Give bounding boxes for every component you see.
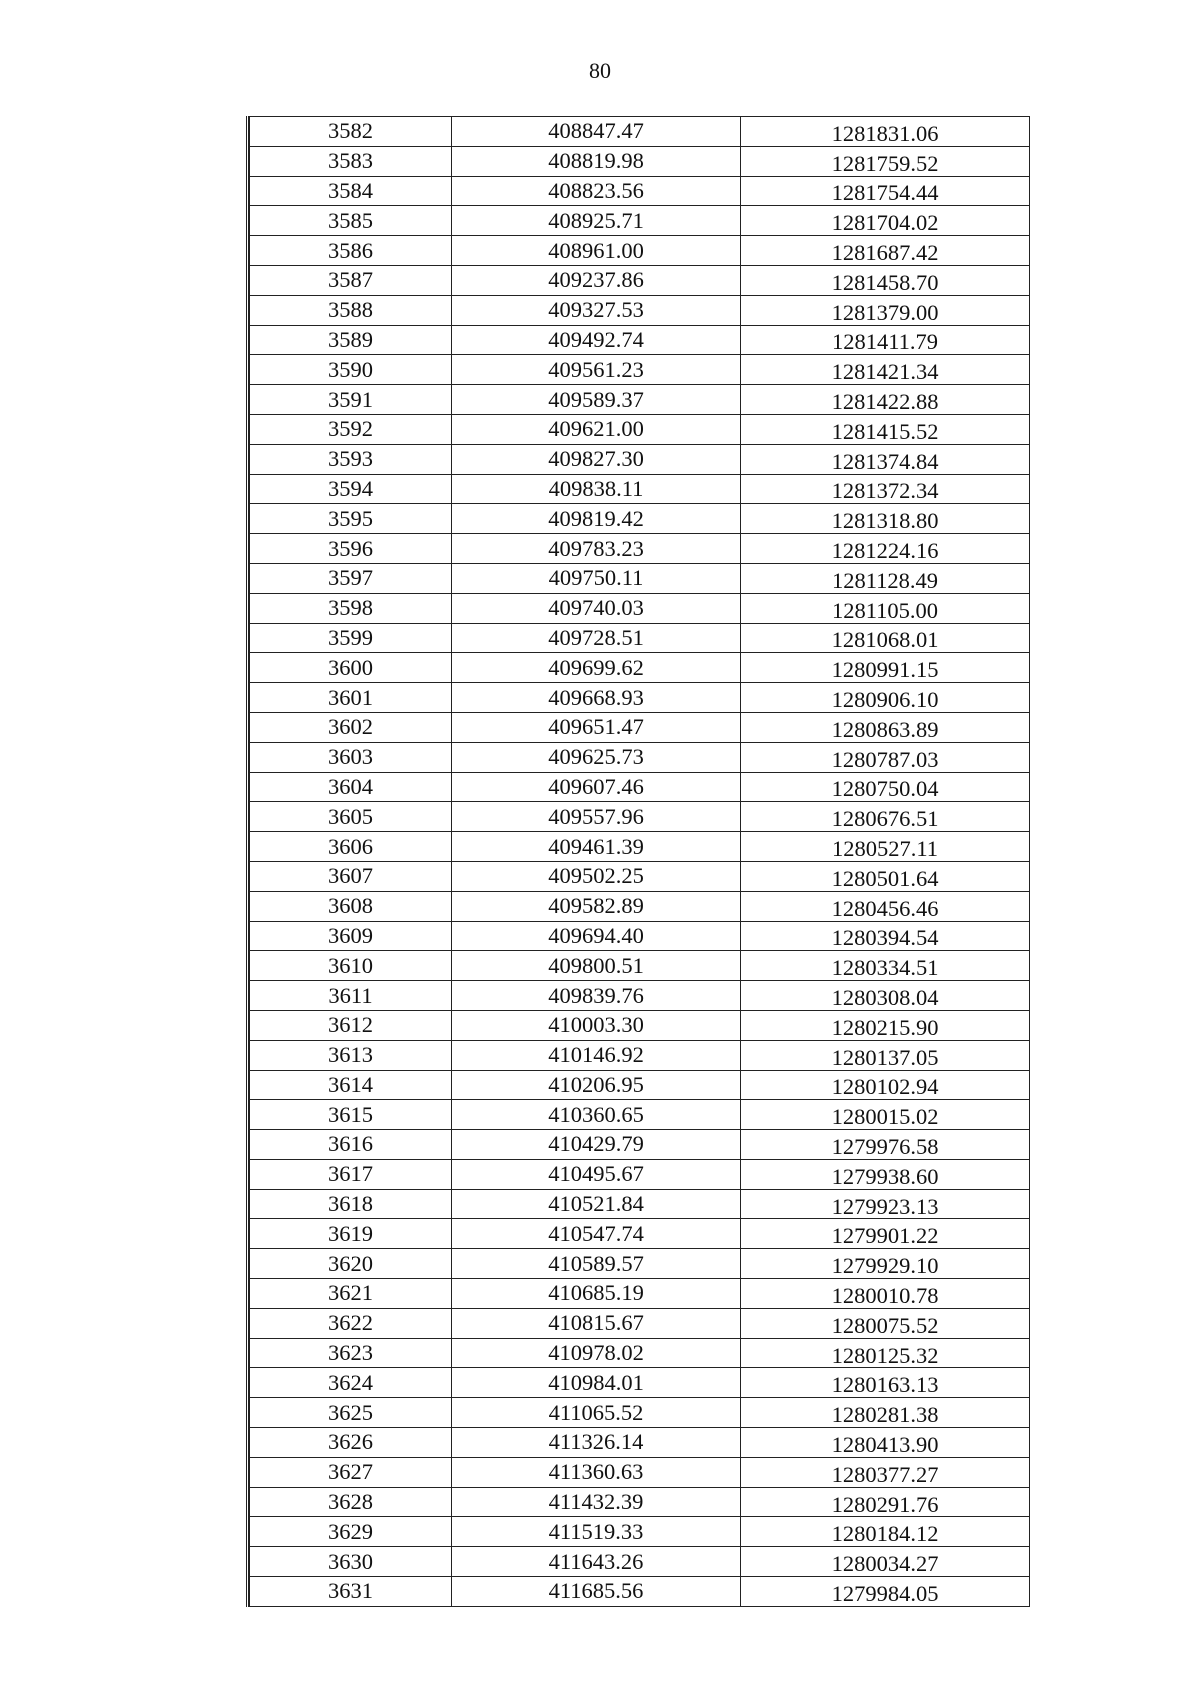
x-coordinate-cell: 409827.30 <box>452 444 741 474</box>
point-number-cell: 3631 <box>250 1577 452 1607</box>
y-coordinate-cell: 1280991.15 <box>741 653 1030 683</box>
y-coordinate-cell: 1280075.52 <box>741 1308 1030 1338</box>
y-coordinate-cell: 1280308.04 <box>741 981 1030 1011</box>
table-row <box>250 385 1030 415</box>
point-number-cell: 3612 <box>250 1010 452 1040</box>
x-coordinate-cell: 408819.98 <box>452 146 741 176</box>
table-row <box>250 683 1030 713</box>
table-row <box>250 981 1030 1011</box>
x-coordinate-cell: 411360.63 <box>452 1457 741 1487</box>
y-coordinate-cell: 1279938.60 <box>741 1159 1030 1189</box>
point-number-cell: 3592 <box>250 414 452 444</box>
x-coordinate-cell: 409625.73 <box>452 742 741 772</box>
y-coordinate-cell: 1280215.90 <box>741 1010 1030 1040</box>
point-number-cell: 3609 <box>250 921 452 951</box>
table-row <box>250 1368 1030 1398</box>
table-row <box>250 861 1030 891</box>
table-row <box>250 951 1030 981</box>
table-row <box>250 1189 1030 1219</box>
table-row <box>250 623 1030 653</box>
table-row <box>250 1338 1030 1368</box>
point-number-cell: 3615 <box>250 1100 452 1130</box>
y-coordinate-cell: 1280456.46 <box>741 891 1030 921</box>
x-coordinate-cell: 408925.71 <box>452 206 741 236</box>
point-number-cell: 3616 <box>250 1130 452 1160</box>
y-coordinate-cell: 1280501.64 <box>741 861 1030 891</box>
point-number-cell: 3590 <box>250 355 452 385</box>
x-coordinate-cell: 408823.56 <box>452 176 741 206</box>
y-coordinate-cell: 1281068.01 <box>741 623 1030 653</box>
point-number-cell: 3600 <box>250 653 452 683</box>
table-row <box>250 1040 1030 1070</box>
y-coordinate-cell: 1281754.44 <box>741 176 1030 206</box>
x-coordinate-cell: 409699.62 <box>452 653 741 683</box>
table-row <box>250 1547 1030 1577</box>
x-coordinate-cell: 409502.25 <box>452 861 741 891</box>
table-row <box>250 1487 1030 1517</box>
x-coordinate-cell: 410360.65 <box>452 1100 741 1130</box>
table-row <box>250 772 1030 802</box>
table-row <box>250 1070 1030 1100</box>
coordinates-table-container <box>246 116 1030 1607</box>
table-row <box>250 265 1030 295</box>
table-row <box>250 921 1030 951</box>
point-number-cell: 3585 <box>250 206 452 236</box>
point-number-cell: 3604 <box>250 772 452 802</box>
point-number-cell: 3584 <box>250 176 452 206</box>
table-row <box>250 1428 1030 1458</box>
table-row <box>250 504 1030 534</box>
x-coordinate-cell: 409589.37 <box>452 385 741 415</box>
point-number-cell: 3607 <box>250 861 452 891</box>
y-coordinate-cell: 1281831.06 <box>741 117 1030 147</box>
y-coordinate-cell: 1280010.78 <box>741 1279 1030 1309</box>
x-coordinate-cell: 411432.39 <box>452 1487 741 1517</box>
table-row <box>250 1219 1030 1249</box>
y-coordinate-cell: 1280291.76 <box>741 1487 1030 1517</box>
y-coordinate-cell: 1279929.10 <box>741 1249 1030 1279</box>
point-number-cell: 3598 <box>250 593 452 623</box>
x-coordinate-cell: 409728.51 <box>452 623 741 653</box>
table-row <box>250 1577 1030 1607</box>
x-coordinate-cell: 410146.92 <box>452 1040 741 1070</box>
table-row <box>250 474 1030 504</box>
table-row <box>250 325 1030 355</box>
y-coordinate-cell: 1280281.38 <box>741 1398 1030 1428</box>
point-number-cell: 3603 <box>250 742 452 772</box>
x-coordinate-cell: 409783.23 <box>452 534 741 564</box>
y-coordinate-cell: 1280394.54 <box>741 921 1030 951</box>
point-number-cell: 3623 <box>250 1338 452 1368</box>
x-coordinate-cell: 410685.19 <box>452 1279 741 1309</box>
y-coordinate-cell: 1281318.80 <box>741 504 1030 534</box>
point-number-cell: 3620 <box>250 1249 452 1279</box>
point-number-cell: 3610 <box>250 951 452 981</box>
table-row <box>250 1308 1030 1338</box>
point-number-cell: 3617 <box>250 1159 452 1189</box>
point-number-cell: 3594 <box>250 474 452 504</box>
table-row <box>250 176 1030 206</box>
table-row <box>250 1159 1030 1189</box>
y-coordinate-cell: 1281128.49 <box>741 563 1030 593</box>
x-coordinate-cell: 410547.74 <box>452 1219 741 1249</box>
point-number-cell: 3586 <box>250 236 452 266</box>
x-coordinate-cell: 409750.11 <box>452 563 741 593</box>
x-coordinate-cell: 408961.00 <box>452 236 741 266</box>
coordinates-table-body <box>250 117 1030 1607</box>
x-coordinate-cell: 409819.42 <box>452 504 741 534</box>
table-row <box>250 146 1030 176</box>
table-row <box>250 1249 1030 1279</box>
point-number-cell: 3621 <box>250 1279 452 1309</box>
x-coordinate-cell: 409607.46 <box>452 772 741 802</box>
y-coordinate-cell: 1281422.88 <box>741 385 1030 415</box>
y-coordinate-cell: 1280034.27 <box>741 1547 1030 1577</box>
y-coordinate-cell: 1279923.13 <box>741 1189 1030 1219</box>
y-coordinate-cell: 1281224.16 <box>741 534 1030 564</box>
y-coordinate-cell: 1280137.05 <box>741 1040 1030 1070</box>
point-number-cell: 3605 <box>250 802 452 832</box>
table-row <box>250 206 1030 236</box>
x-coordinate-cell: 409461.39 <box>452 832 741 862</box>
table-row <box>250 117 1030 147</box>
point-number-cell: 3591 <box>250 385 452 415</box>
x-coordinate-cell: 411065.52 <box>452 1398 741 1428</box>
point-number-cell: 3613 <box>250 1040 452 1070</box>
y-coordinate-cell: 1280334.51 <box>741 951 1030 981</box>
x-coordinate-cell: 409651.47 <box>452 712 741 742</box>
table-row <box>250 295 1030 325</box>
table-row <box>250 802 1030 832</box>
y-coordinate-cell: 1279901.22 <box>741 1219 1030 1249</box>
point-number-cell: 3596 <box>250 534 452 564</box>
x-coordinate-cell: 409492.74 <box>452 325 741 355</box>
y-coordinate-cell: 1281415.52 <box>741 414 1030 444</box>
y-coordinate-cell: 1281374.84 <box>741 444 1030 474</box>
table-row <box>250 1010 1030 1040</box>
x-coordinate-cell: 410815.67 <box>452 1308 741 1338</box>
y-coordinate-cell: 1280676.51 <box>741 802 1030 832</box>
point-number-cell: 3619 <box>250 1219 452 1249</box>
table-row <box>250 236 1030 266</box>
table-row <box>250 563 1030 593</box>
y-coordinate-cell: 1281379.00 <box>741 295 1030 325</box>
point-number-cell: 3626 <box>250 1428 452 1458</box>
point-number-cell: 3614 <box>250 1070 452 1100</box>
point-number-cell: 3599 <box>250 623 452 653</box>
table-row <box>250 653 1030 683</box>
x-coordinate-cell: 409839.76 <box>452 981 741 1011</box>
table-row <box>250 891 1030 921</box>
coordinates-table <box>249 116 1030 1607</box>
y-coordinate-cell: 1280413.90 <box>741 1428 1030 1458</box>
table-row <box>250 1398 1030 1428</box>
x-coordinate-cell: 410206.95 <box>452 1070 741 1100</box>
x-coordinate-cell: 409838.11 <box>452 474 741 504</box>
point-number-cell: 3628 <box>250 1487 452 1517</box>
x-coordinate-cell: 409557.96 <box>452 802 741 832</box>
y-coordinate-cell: 1281421.34 <box>741 355 1030 385</box>
x-coordinate-cell: 409237.86 <box>452 265 741 295</box>
y-coordinate-cell: 1280015.02 <box>741 1100 1030 1130</box>
x-coordinate-cell: 411326.14 <box>452 1428 741 1458</box>
table-row <box>250 444 1030 474</box>
point-number-cell: 3602 <box>250 712 452 742</box>
table-row <box>250 414 1030 444</box>
table-row <box>250 832 1030 862</box>
x-coordinate-cell: 410984.01 <box>452 1368 741 1398</box>
y-coordinate-cell: 1279976.58 <box>741 1130 1030 1160</box>
x-coordinate-cell: 408847.47 <box>452 117 741 147</box>
y-coordinate-cell: 1280102.94 <box>741 1070 1030 1100</box>
y-coordinate-cell: 1281687.42 <box>741 236 1030 266</box>
x-coordinate-cell: 410495.67 <box>452 1159 741 1189</box>
point-number-cell: 3611 <box>250 981 452 1011</box>
y-coordinate-cell: 1279984.05 <box>741 1577 1030 1607</box>
x-coordinate-cell: 411643.26 <box>452 1547 741 1577</box>
point-number-cell: 3597 <box>250 563 452 593</box>
table-row <box>250 534 1030 564</box>
table-row <box>250 712 1030 742</box>
x-coordinate-cell: 411685.56 <box>452 1577 741 1607</box>
point-number-cell: 3627 <box>250 1457 452 1487</box>
y-coordinate-cell: 1280377.27 <box>741 1457 1030 1487</box>
x-coordinate-cell: 409740.03 <box>452 593 741 623</box>
point-number-cell: 3582 <box>250 117 452 147</box>
y-coordinate-cell: 1281105.00 <box>741 593 1030 623</box>
point-number-cell: 3587 <box>250 265 452 295</box>
y-coordinate-cell: 1281372.34 <box>741 474 1030 504</box>
y-coordinate-cell: 1280750.04 <box>741 772 1030 802</box>
table-row <box>250 742 1030 772</box>
y-coordinate-cell: 1281759.52 <box>741 146 1030 176</box>
point-number-cell: 3618 <box>250 1189 452 1219</box>
point-number-cell: 3606 <box>250 832 452 862</box>
point-number-cell: 3593 <box>250 444 452 474</box>
point-number-cell: 3625 <box>250 1398 452 1428</box>
x-coordinate-cell: 410589.57 <box>452 1249 741 1279</box>
y-coordinate-cell: 1280163.13 <box>741 1368 1030 1398</box>
y-coordinate-cell: 1280906.10 <box>741 683 1030 713</box>
x-coordinate-cell: 409668.93 <box>452 683 741 713</box>
table-row <box>250 1130 1030 1160</box>
point-number-cell: 3608 <box>250 891 452 921</box>
y-coordinate-cell: 1280184.12 <box>741 1517 1030 1547</box>
y-coordinate-cell: 1281411.79 <box>741 325 1030 355</box>
x-coordinate-cell: 409694.40 <box>452 921 741 951</box>
point-number-cell: 3629 <box>250 1517 452 1547</box>
y-coordinate-cell: 1280527.11 <box>741 832 1030 862</box>
point-number-cell: 3601 <box>250 683 452 713</box>
table-row <box>250 1100 1030 1130</box>
table-row <box>250 1517 1030 1547</box>
x-coordinate-cell: 409561.23 <box>452 355 741 385</box>
x-coordinate-cell: 410429.79 <box>452 1130 741 1160</box>
y-coordinate-cell: 1281704.02 <box>741 206 1030 236</box>
point-number-cell: 3583 <box>250 146 452 176</box>
table-row <box>250 593 1030 623</box>
point-number-cell: 3624 <box>250 1368 452 1398</box>
y-coordinate-cell: 1280125.32 <box>741 1338 1030 1368</box>
table-row <box>250 355 1030 385</box>
y-coordinate-cell: 1280787.03 <box>741 742 1030 772</box>
x-coordinate-cell: 410978.02 <box>452 1338 741 1368</box>
x-coordinate-cell: 410003.30 <box>452 1010 741 1040</box>
x-coordinate-cell: 409621.00 <box>452 414 741 444</box>
x-coordinate-cell: 410521.84 <box>452 1189 741 1219</box>
x-coordinate-cell: 409582.89 <box>452 891 741 921</box>
table-row <box>250 1279 1030 1309</box>
point-number-cell: 3588 <box>250 295 452 325</box>
point-number-cell: 3622 <box>250 1308 452 1338</box>
point-number-cell: 3589 <box>250 325 452 355</box>
point-number-cell: 3630 <box>250 1547 452 1577</box>
x-coordinate-cell: 409800.51 <box>452 951 741 981</box>
table-row <box>250 1457 1030 1487</box>
page-number: 80 <box>589 58 611 83</box>
y-coordinate-cell: 1280863.89 <box>741 712 1030 742</box>
point-number-cell: 3595 <box>250 504 452 534</box>
x-coordinate-cell: 411519.33 <box>452 1517 741 1547</box>
y-coordinate-cell: 1281458.70 <box>741 265 1030 295</box>
x-coordinate-cell: 409327.53 <box>452 295 741 325</box>
